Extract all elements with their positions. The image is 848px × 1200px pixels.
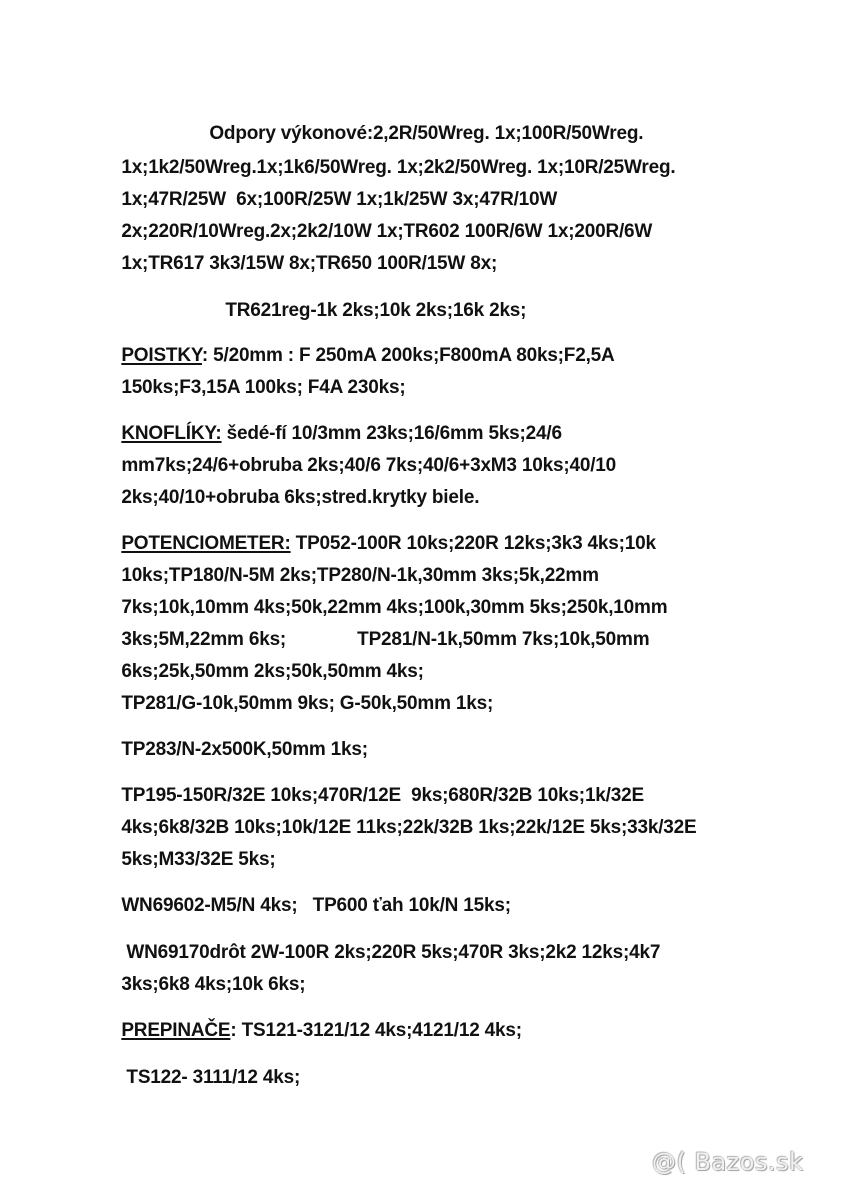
line-text: 6ks;25k,50mm 2ks;50k,50mm 4ks; bbox=[121, 661, 424, 682]
line-text: TP281/G-10k,50mm 9ks; G-50k,50mm 1ks; bbox=[121, 693, 494, 714]
line-text: TP195-150R/32E 10ks;470R/12E 9ks;680R/32B 10ks;1k/32E bbox=[121, 785, 644, 806]
line-text: : TS121-3121/12 4ks;4121/12 4ks; bbox=[230, 1020, 522, 1041]
line-text: mm7ks;24/6+obruba 2ks;40/6 7ks;40/6+3xM3 10ks;40/10 bbox=[121, 455, 617, 476]
section-heading-potenciometer: POTENCIOMETER: bbox=[121, 533, 291, 554]
line-text: šedé-fí 10/3mm 23ks;16/6mm 5ks;24/6 bbox=[221, 423, 562, 444]
line-text: WN69170drôt 2W-100R 2ks;220R 5ks;470R 3ks;2k2 12ks;4k7 bbox=[121, 942, 661, 963]
line-text: TP052-100R 10ks;220R 12ks;3k3 4ks;10k bbox=[290, 533, 656, 554]
line-text: TS122- 3111/12 4ks; bbox=[121, 1067, 301, 1088]
line-text: 4ks;6k8/32B 10ks;10k/12E 11ks;22k/32B 1ks;22k/12E 5ks;33k/32E bbox=[121, 817, 697, 838]
line-text: 1x;TR617 3k3/15W 8x;TR650 100R/15W 8x; bbox=[121, 253, 498, 274]
line-text: 5ks;M33/32E 5ks; bbox=[121, 849, 276, 870]
line-text: Odpory výkonové:2,2R/50Wreg. 1x;100R/50Wreg. bbox=[209, 123, 644, 144]
line-text: 150ks;F3,15A 100ks; F4A 230ks; bbox=[121, 377, 406, 398]
section-heading-knofliky: KNOFLÍKY: bbox=[121, 423, 222, 444]
line-text: 3ks;6k8 4ks;10k 6ks; bbox=[121, 974, 306, 995]
line-text: : 5/20mm : F 250mA 200ks;F800mA 80ks;F2,5A bbox=[201, 345, 615, 366]
line-text: 2ks;40/10+obruba 6ks;stred.krytky biele. bbox=[121, 487, 480, 508]
section-heading-poistky: POISTKY bbox=[121, 345, 202, 366]
line-text: 7ks;10k,10mm 4ks;50k,22mm 4ks;100k,30mm 5ks;250k,10mm bbox=[121, 597, 668, 618]
line-text: WN69602-M5/N 4ks; TP600 ťah 10k/N 15ks; bbox=[121, 895, 511, 916]
line-text: 3ks;5M,22mm 6ks; TP281/N-1k,50mm 7ks;10k,50mm bbox=[121, 629, 650, 650]
line-text: 1x;47R/25W 6x;100R/25W 1x;1k/25W 3x;47R/10W bbox=[121, 189, 558, 210]
section-heading-prepinace: PREPINAČE bbox=[121, 1020, 231, 1041]
line-text: 10ks;TP180/N-5M 2ks;TP280/N-1k,30mm 3ks;5k,22mm bbox=[121, 565, 599, 586]
bazos-watermark: @( Bazos.sk bbox=[652, 1148, 804, 1176]
line-text: TP283/N-2x500K,50mm 1ks; bbox=[121, 739, 368, 760]
line-text: 2x;220R/10Wreg.2x;2k2/10W 1x;TR602 100R/6W 1x;200R/6W bbox=[121, 221, 653, 242]
line-text: TR621reg-1k 2ks;10k 2ks;16k 2ks; bbox=[225, 300, 527, 321]
line-text: 1x;1k2/50Wreg.1x;1k6/50Wreg. 1x;2k2/50Wreg. 1x;10R/25Wreg. bbox=[121, 157, 676, 178]
text-line bbox=[101, 1049, 300, 1106]
